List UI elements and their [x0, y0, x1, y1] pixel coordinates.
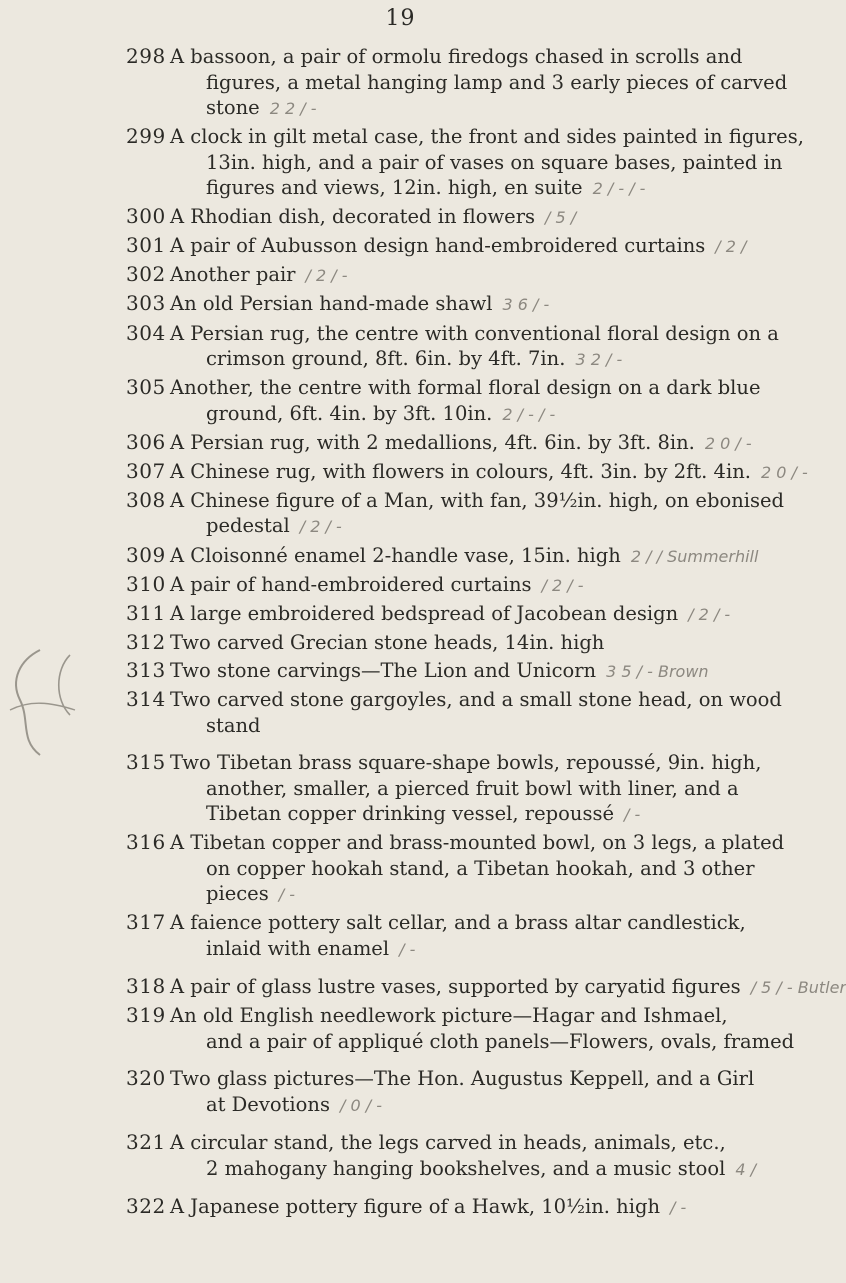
pencil-price-annotation: 2 / / Summerhill — [630, 546, 759, 566]
lot-number: 321 — [126, 1130, 166, 1155]
lot-description-line: A Japanese pottery figure of a Hawk, 10½in. high — [170, 1195, 661, 1219]
lot-description-line: stand — [206, 713, 261, 737]
lot-line-wrapper — [170, 543, 791, 570]
pencil-price-annotation: 2 / - / - — [502, 404, 556, 424]
pencil-price-annotation: 3 5 / - Brown — [606, 661, 709, 681]
pencil-price-annotation: 2 2 / - — [269, 99, 317, 118]
lot-description-line: A Persian rug, the centre with conventional floral design on a — [170, 321, 779, 345]
lot-entry — [0, 44, 801, 122]
lot-number: 302 — [126, 262, 166, 287]
lot-line-wrapper — [170, 459, 808, 486]
lot-number: 305 — [126, 375, 166, 400]
lot-description-line: at Devotions — [206, 1092, 330, 1116]
lot-number: 316 — [126, 830, 166, 855]
lot-number: 318 — [126, 974, 166, 999]
pencil-price-annotation: 3 2 / - — [575, 350, 623, 370]
lot-number: 301 — [126, 233, 166, 258]
pencil-price-annotation: 4 / — [735, 1159, 757, 1179]
lot-number: 320 — [126, 1066, 166, 1091]
lot-description-line: crimson ground, 8ft. 6in. by 4ft. 7in. — [206, 347, 566, 371]
lot-number: 307 — [126, 458, 166, 483]
lot-line-wrapper — [170, 262, 791, 289]
lot-number: 298 — [126, 44, 166, 68]
lot-number: 303 — [126, 291, 166, 316]
pencil-price-annotation: 2 0 / - — [760, 462, 808, 482]
lot-entry — [0, 658, 801, 685]
lot-entry — [0, 974, 846, 1001]
lot-description-line: A bassoon, a pair of ormolu firedogs chased in scrolls and — [170, 45, 743, 68]
pencil-price-annotation: / 5 / - Butler — [750, 978, 846, 998]
lot-description-line: another, smaller, a pierced fruit bowl with liner, and a — [206, 776, 739, 800]
lot-line-wrapper — [170, 233, 791, 260]
lot-description-line: pedestal — [206, 514, 290, 538]
lot-number: 311 — [126, 600, 166, 625]
lot-line-wrapper — [170, 175, 791, 202]
lot-description-line: pieces — [206, 882, 269, 906]
pencil-price-annotation: 2 / - / - — [592, 179, 646, 199]
lot-number: 306 — [126, 429, 166, 454]
lot-entry — [0, 488, 801, 540]
lot-description-line: A faience pottery salt cellar, and a brass altar candlestick, — [170, 911, 746, 935]
lot-description-line: Another, the centre with formal floral design on a dark blue — [170, 376, 761, 400]
lot-entry — [0, 375, 801, 427]
pencil-price-annotation: / 2 / - — [541, 575, 584, 595]
pencil-price-annotation: / 0 / - — [339, 1095, 382, 1115]
lot-entry — [0, 291, 801, 318]
lot-description-line: Tibetan copper drinking vessel, repoussé — [206, 802, 615, 825]
lot-entry — [0, 430, 801, 457]
lot-line-wrapper — [170, 974, 846, 1001]
lot-entry — [0, 910, 801, 962]
lot-list — [0, 44, 846, 1223]
lot-description-line: Another pair — [170, 263, 296, 287]
lot-line-wrapper — [170, 401, 791, 428]
lot-entry — [0, 543, 801, 570]
page-number: 19 — [385, 6, 416, 31]
lot-number: 313 — [126, 657, 166, 682]
lot-entry — [0, 830, 801, 908]
lot-line-wrapper — [170, 936, 791, 963]
lot-description-line: A pair of Aubusson design hand-embroidered curtains — [170, 234, 706, 258]
lot-description-line: inlaid with enamel — [206, 936, 390, 960]
pencil-price-annotation: 2 0 / - — [704, 433, 752, 453]
lot-number: 308 — [126, 487, 166, 512]
lot-entry — [0, 630, 801, 656]
lot-description-line: figures, a metal hanging lamp and 3 early pieces of carved — [206, 70, 788, 94]
lot-number: 310 — [126, 571, 166, 596]
lot-line-wrapper — [170, 513, 791, 540]
lot-description-line: 13in. high, and a pair of vases on square bases, painted in — [206, 150, 783, 174]
pencil-price-annotation: / 2 / - — [299, 517, 342, 537]
pencil-price-annotation: / 2 / - — [305, 266, 348, 286]
lot-number: 312 — [126, 629, 166, 654]
pencil-price-annotation: / 2 / - — [688, 604, 731, 624]
lot-line-wrapper — [170, 1092, 791, 1119]
lot-number: 322 — [126, 1194, 166, 1219]
lot-number: 300 — [126, 204, 166, 229]
pencil-price-annotation: / 2 / — [715, 237, 747, 257]
lot-number: 309 — [126, 542, 166, 567]
lot-entry — [0, 458, 808, 486]
pencil-price-annotation: / - — [670, 1198, 687, 1218]
lot-description-line: A pair of hand-embroidered curtains — [170, 572, 532, 596]
lot-description-line: A Chinese rug, with flowers in colours, 4ft. 3in. by 2ft. 4in. — [170, 459, 751, 483]
lot-description-line: A Rhodian dish, decorated in flowers — [170, 205, 536, 229]
lot-line-wrapper — [170, 658, 791, 685]
lot-entry — [0, 1194, 801, 1221]
lot-description-line: An old Persian hand-made shawl — [170, 292, 493, 316]
lot-entry — [0, 687, 801, 738]
lot-entry — [0, 1066, 801, 1118]
lot-description-line: Two carved stone gargoyles, and a small stone head, on wood — [170, 688, 782, 711]
lot-line-wrapper — [170, 346, 791, 373]
lot-entry — [0, 572, 801, 599]
lot-description-line: A clock in gilt metal case, the front and sides painted in figures, — [170, 125, 804, 149]
lot-entry — [0, 601, 801, 628]
lot-number: 319 — [126, 1003, 166, 1028]
lot-line-wrapper — [170, 601, 791, 628]
lot-entry — [0, 233, 801, 260]
lot-description-line: A Persian rug, with 2 medallions, 4ft. 6in. by 3ft. 8in. — [170, 430, 695, 454]
lot-description-line: 2 mahogany hanging bookshelves, and a music stool — [206, 1156, 726, 1180]
lot-number: 299 — [126, 124, 166, 149]
lot-entry — [0, 124, 804, 202]
lot-entry — [0, 750, 801, 828]
lot-description-line: ground, 6ft. 4in. by 3ft. 10in. — [206, 401, 493, 425]
lot-description-line: A Chinese figure of a Man, with fan, 39½in. high, on ebonised — [170, 488, 785, 512]
lot-description-line: Two glass pictures—The Hon. Augustus Keppell, and a Girl — [170, 1067, 755, 1091]
lot-description-line: A Cloisonné enamel 2-handle vase, 15in. high — [170, 543, 621, 567]
lot-line-wrapper — [170, 291, 791, 318]
lot-entry — [0, 321, 801, 373]
pencil-price-annotation: / 5 / — [545, 208, 577, 228]
lot-description-line: A Tibetan copper and brass-mounted bowl, on 3 legs, a plated — [170, 831, 785, 855]
lot-number: 317 — [126, 910, 166, 935]
lot-description-line: A pair of glass lustre vases, supported by caryatid figures — [170, 975, 741, 999]
lot-description-line: Two stone carvings—The Lion and Unicorn — [170, 658, 597, 682]
lot-description-line: stone — [206, 96, 260, 119]
lot-description-line: figures and views, 12in. high, en suite — [206, 176, 583, 200]
lot-entry — [0, 204, 801, 231]
lot-description-line: and a pair of appliqué cloth panels—Flowers, ovals, framed — [206, 1029, 795, 1053]
lot-line-wrapper — [170, 572, 791, 599]
lot-number: 304 — [126, 320, 166, 345]
pencil-price-annotation: / - — [624, 805, 641, 824]
lot-line-wrapper — [170, 204, 791, 231]
lot-line-wrapper — [170, 430, 791, 457]
lot-description-line: on copper hookah stand, a Tibetan hookah, and 3 other — [206, 856, 755, 880]
lot-line-wrapper — [170, 881, 791, 908]
lot-entry — [0, 1130, 801, 1182]
lot-description-line: Two carved Grecian stone heads, 14in. high — [170, 630, 605, 654]
pencil-price-annotation: / - — [399, 939, 416, 959]
pencil-price-annotation: 3 6 / - — [502, 295, 550, 315]
pencil-price-annotation: / - — [278, 885, 295, 905]
lot-number: 315 — [126, 750, 166, 774]
lot-line-wrapper — [170, 95, 791, 122]
lot-entry — [0, 262, 801, 289]
lot-description-line: A circular stand, the legs carved in heads, animals, etc., — [170, 1131, 726, 1155]
margin-bracket-annotation — [0, 640, 120, 760]
lot-description-line: Two Tibetan brass square-shape bowls, repoussé, 9in. high, — [170, 751, 762, 774]
lot-description-line: A large embroidered bedspread of Jacobean design — [170, 601, 679, 625]
lot-line-wrapper — [170, 801, 791, 828]
lot-line-wrapper — [170, 1194, 791, 1221]
lot-description-line: An old English needlework picture—Hagar and Ishmael, — [170, 1004, 728, 1028]
lot-entry — [0, 1003, 801, 1054]
lot-number: 314 — [126, 687, 166, 711]
lot-line-wrapper — [170, 1156, 791, 1183]
